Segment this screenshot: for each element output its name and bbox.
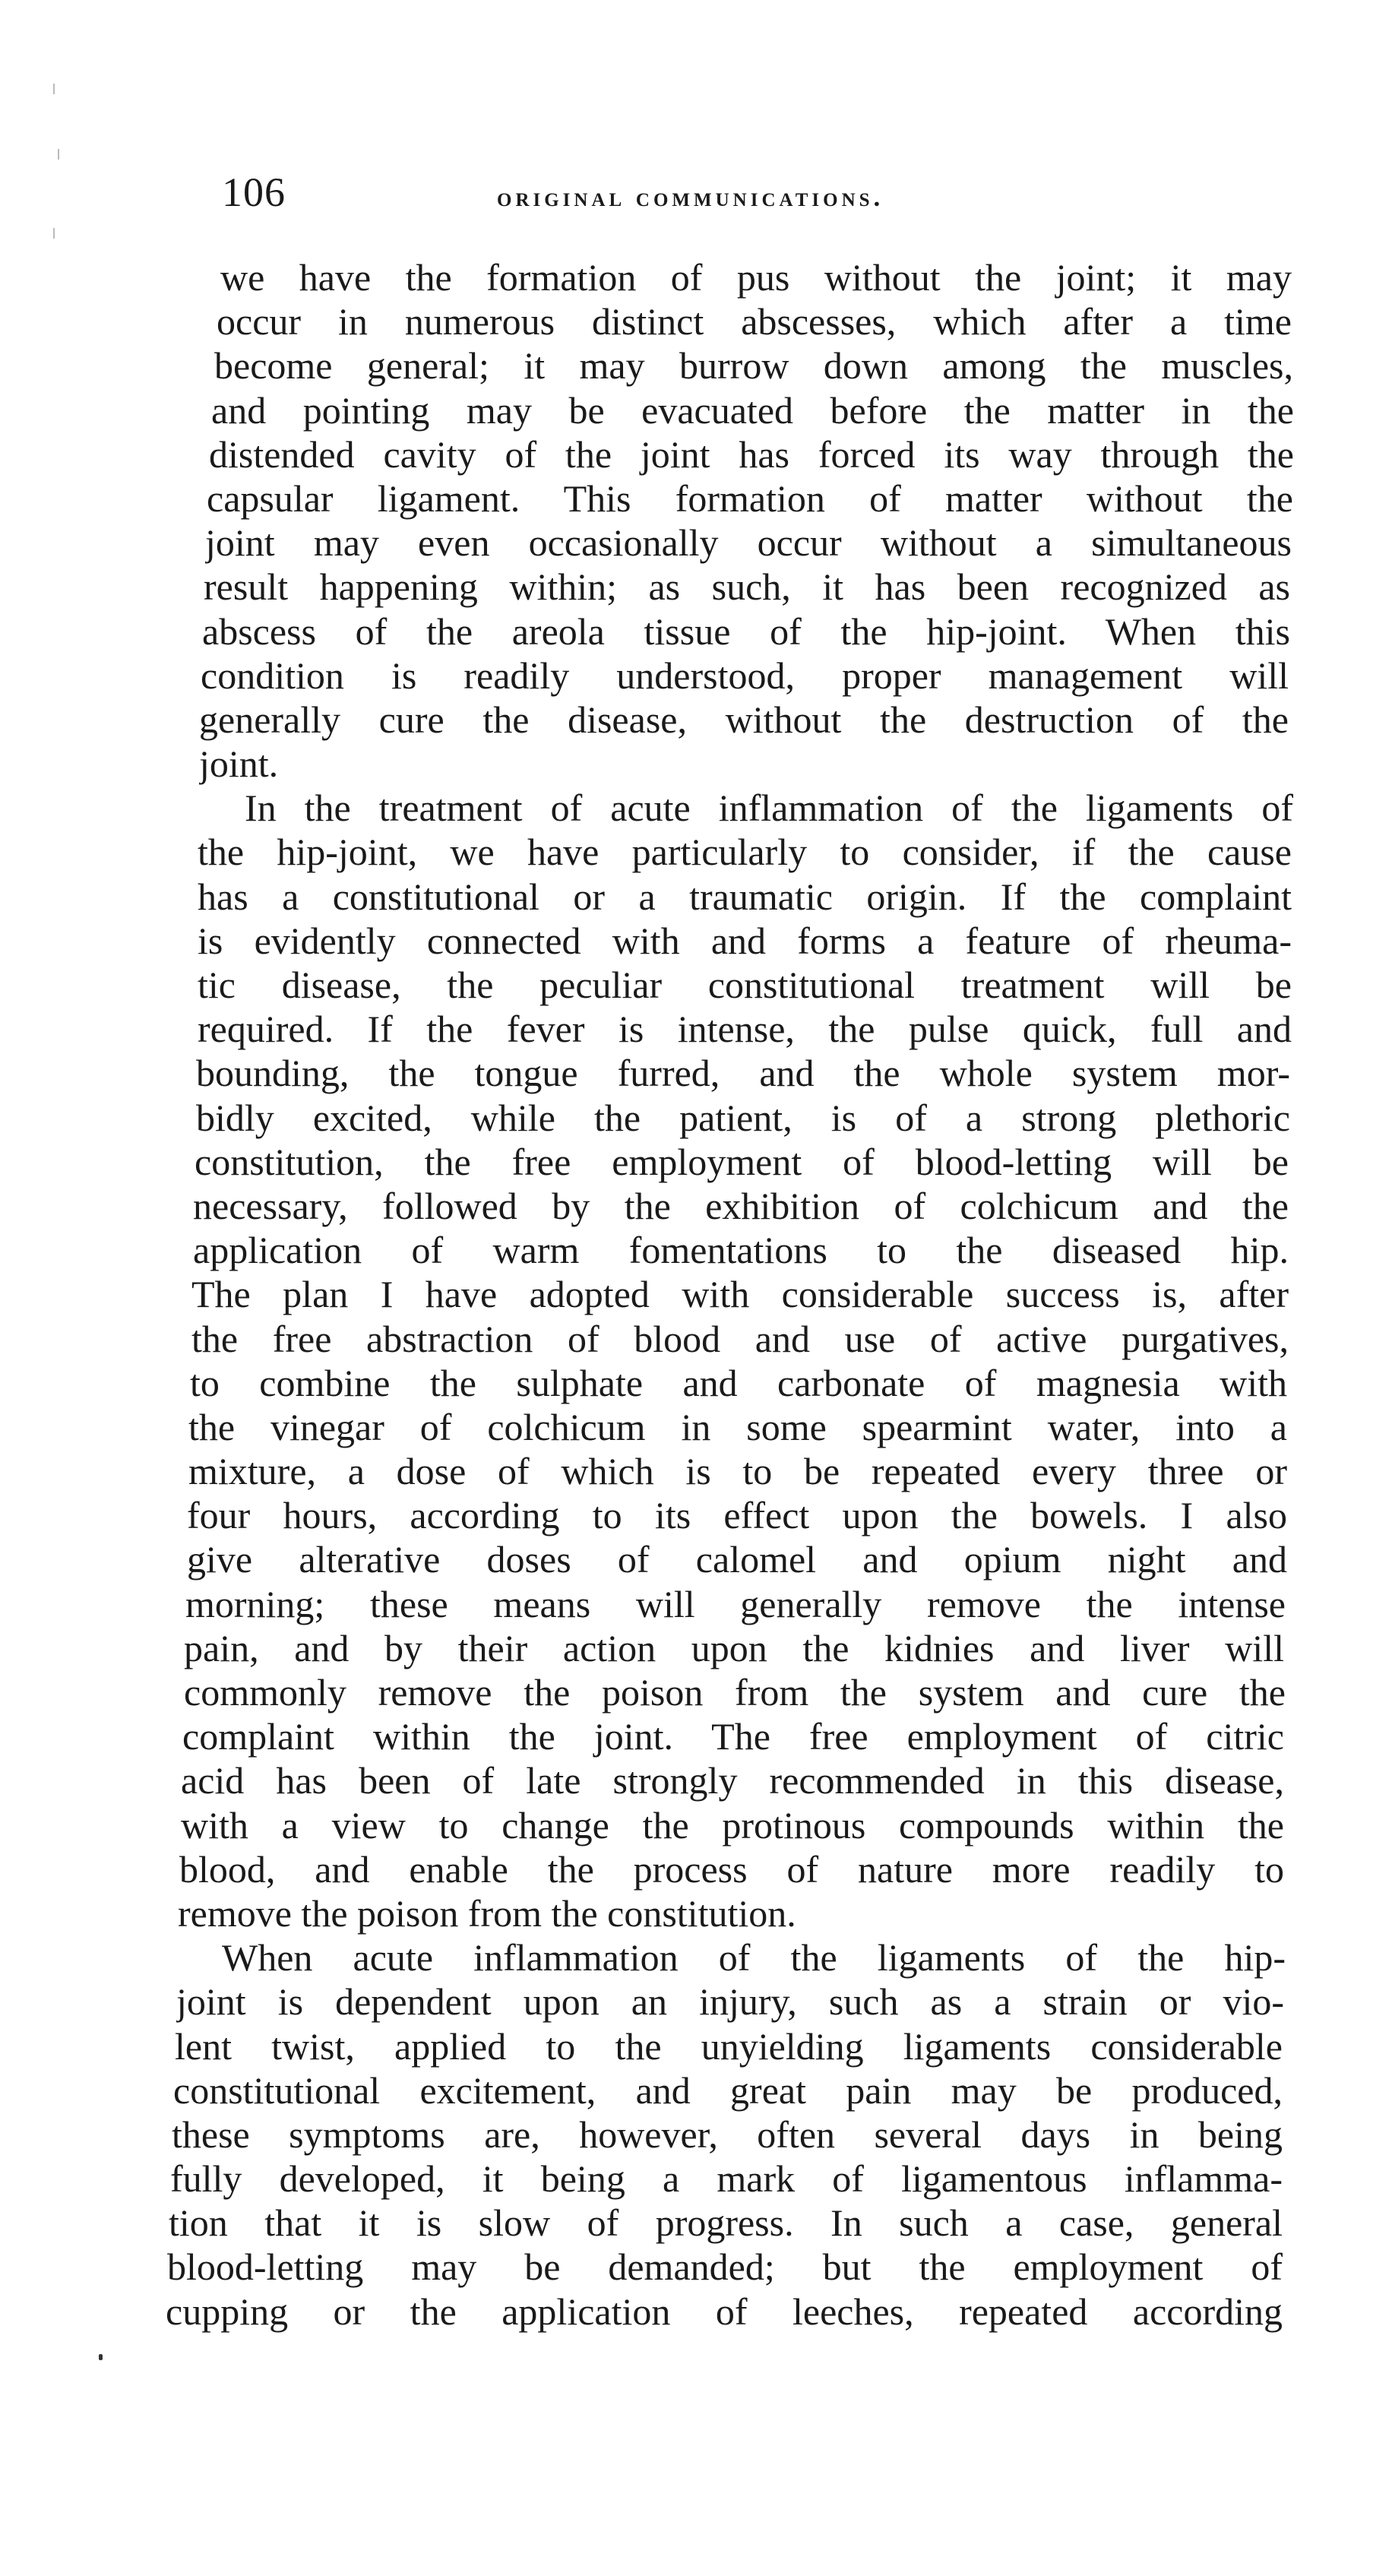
text-line: tion that it is slow of progress. In such a case, general [169, 2201, 1283, 2245]
text-line: acid has been of late strongly recommended in this disease, [181, 1759, 1284, 1802]
text-line: In the treatment of acute inflammation of the ligaments of [245, 786, 1293, 830]
text-line: result happening within; as such, it has been recognized as [204, 565, 1290, 609]
text-line: has a constitutional or a traumatic origin. If the complaint [198, 875, 1292, 918]
margin-mark [53, 84, 55, 94]
text-line: tic disease, the peculiar constitutional treatment will be [198, 964, 1292, 1006]
running-head: original communications. [497, 182, 884, 212]
text-line: bounding, the tongue furred, and the whole system mor- [196, 1052, 1290, 1095]
body-text [166, 255, 1294, 2334]
text-line: commonly remove the poison from the system and cure the [184, 1671, 1286, 1714]
text-line: constitution, the free employment of blood-letting will be [195, 1140, 1289, 1183]
text-line: and pointing may be evacuated before the matter in the [211, 388, 1294, 432]
ink-speck [99, 2354, 103, 2360]
text-line: to combine the sulphate and carbonate of magnesia with [190, 1361, 1287, 1404]
text-line: joint. [199, 742, 279, 786]
text-line: four hours, according to its effect upon the bowels. I also [187, 1494, 1287, 1537]
text-line: the hip-joint, we have particularly to consider, if the cause [198, 831, 1292, 874]
text-line: occur in numerous distinct abscesses, which after a time [217, 300, 1292, 343]
text-line: blood, and enable the process of nature more readily to [179, 1847, 1284, 1891]
text-line: with a view to change the protinous compounds within the [181, 1803, 1284, 1847]
text-line: condition is readily understood, proper management will [201, 653, 1289, 697]
text-line: necessary, followed by the exhibition of colchicum and the [193, 1184, 1289, 1227]
text-line: blood-letting may be demanded; but the employment of [167, 2245, 1283, 2289]
text-line: the vinegar of colchicum in some spearmint water, into a [188, 1405, 1287, 1448]
margin-mark [58, 149, 59, 160]
text-line: lent twist, applied to the unyielding ligaments considerable [175, 2024, 1283, 2068]
text-line: generally cure the disease, without the destruction of the [199, 698, 1289, 741]
text-line: abscess of the areola tissue of the hip-joint. When this [202, 609, 1290, 653]
text-line: constitutional excitement, and great pain may be produced, [173, 2068, 1283, 2112]
text-line: pain, and by their action upon the kidnies and liver will [184, 1626, 1284, 1669]
text-line: distended cavity of the joint has forced its way through the [209, 432, 1294, 476]
margin-mark [53, 228, 55, 239]
text-line: capsular ligament. This formation of matter without the [207, 476, 1293, 520]
text-line: become general; it may burrow down among the muscles, [214, 344, 1293, 388]
text-line: complaint within the joint. The free employment of citric [182, 1715, 1284, 1758]
text-line: The plan I have adopted with considerable success is, after [191, 1273, 1289, 1316]
text-line: cupping or the application of leeches, repeated according [166, 2290, 1283, 2333]
text-line: application of warm fomentations to the diseased hip. [193, 1229, 1289, 1272]
text-line: bidly excited, while the patient, is of a strong plethoric [196, 1096, 1290, 1139]
text-line: is evidently connected with and forms a feature of rheuma- [198, 919, 1292, 962]
page-header [222, 166, 1012, 219]
text-line: joint is dependent upon an injury, such as a strain or vio- [176, 1980, 1284, 2024]
text-line: morning; these means will generally remove the intense [185, 1582, 1286, 1625]
text-line: fully developed, it being a mark of ligamentous inflamma- [170, 2157, 1283, 2201]
text-line: we have the formation of pus without the joint; it may [220, 256, 1292, 299]
page-number: 106 [222, 169, 286, 215]
text-line: mixture, a dose of which is to be repeated every three or [188, 1450, 1287, 1493]
text-line: these symptoms are, however, often several days in being [172, 2112, 1283, 2156]
text-line: the free abstraction of blood and use of active purgatives, [191, 1317, 1289, 1360]
text-line: When acute inflammation of the ligaments of the hip- [222, 1936, 1286, 1979]
text-line: remove the poison from the constitution. [178, 1891, 796, 1935]
text-line: required. If the fever is intense, the pulse quick, full and [198, 1008, 1292, 1051]
text-line: joint may even occasionally occur without a simultaneous [205, 521, 1292, 565]
text-line: give alterative doses of calomel and opium night and [187, 1538, 1287, 1581]
